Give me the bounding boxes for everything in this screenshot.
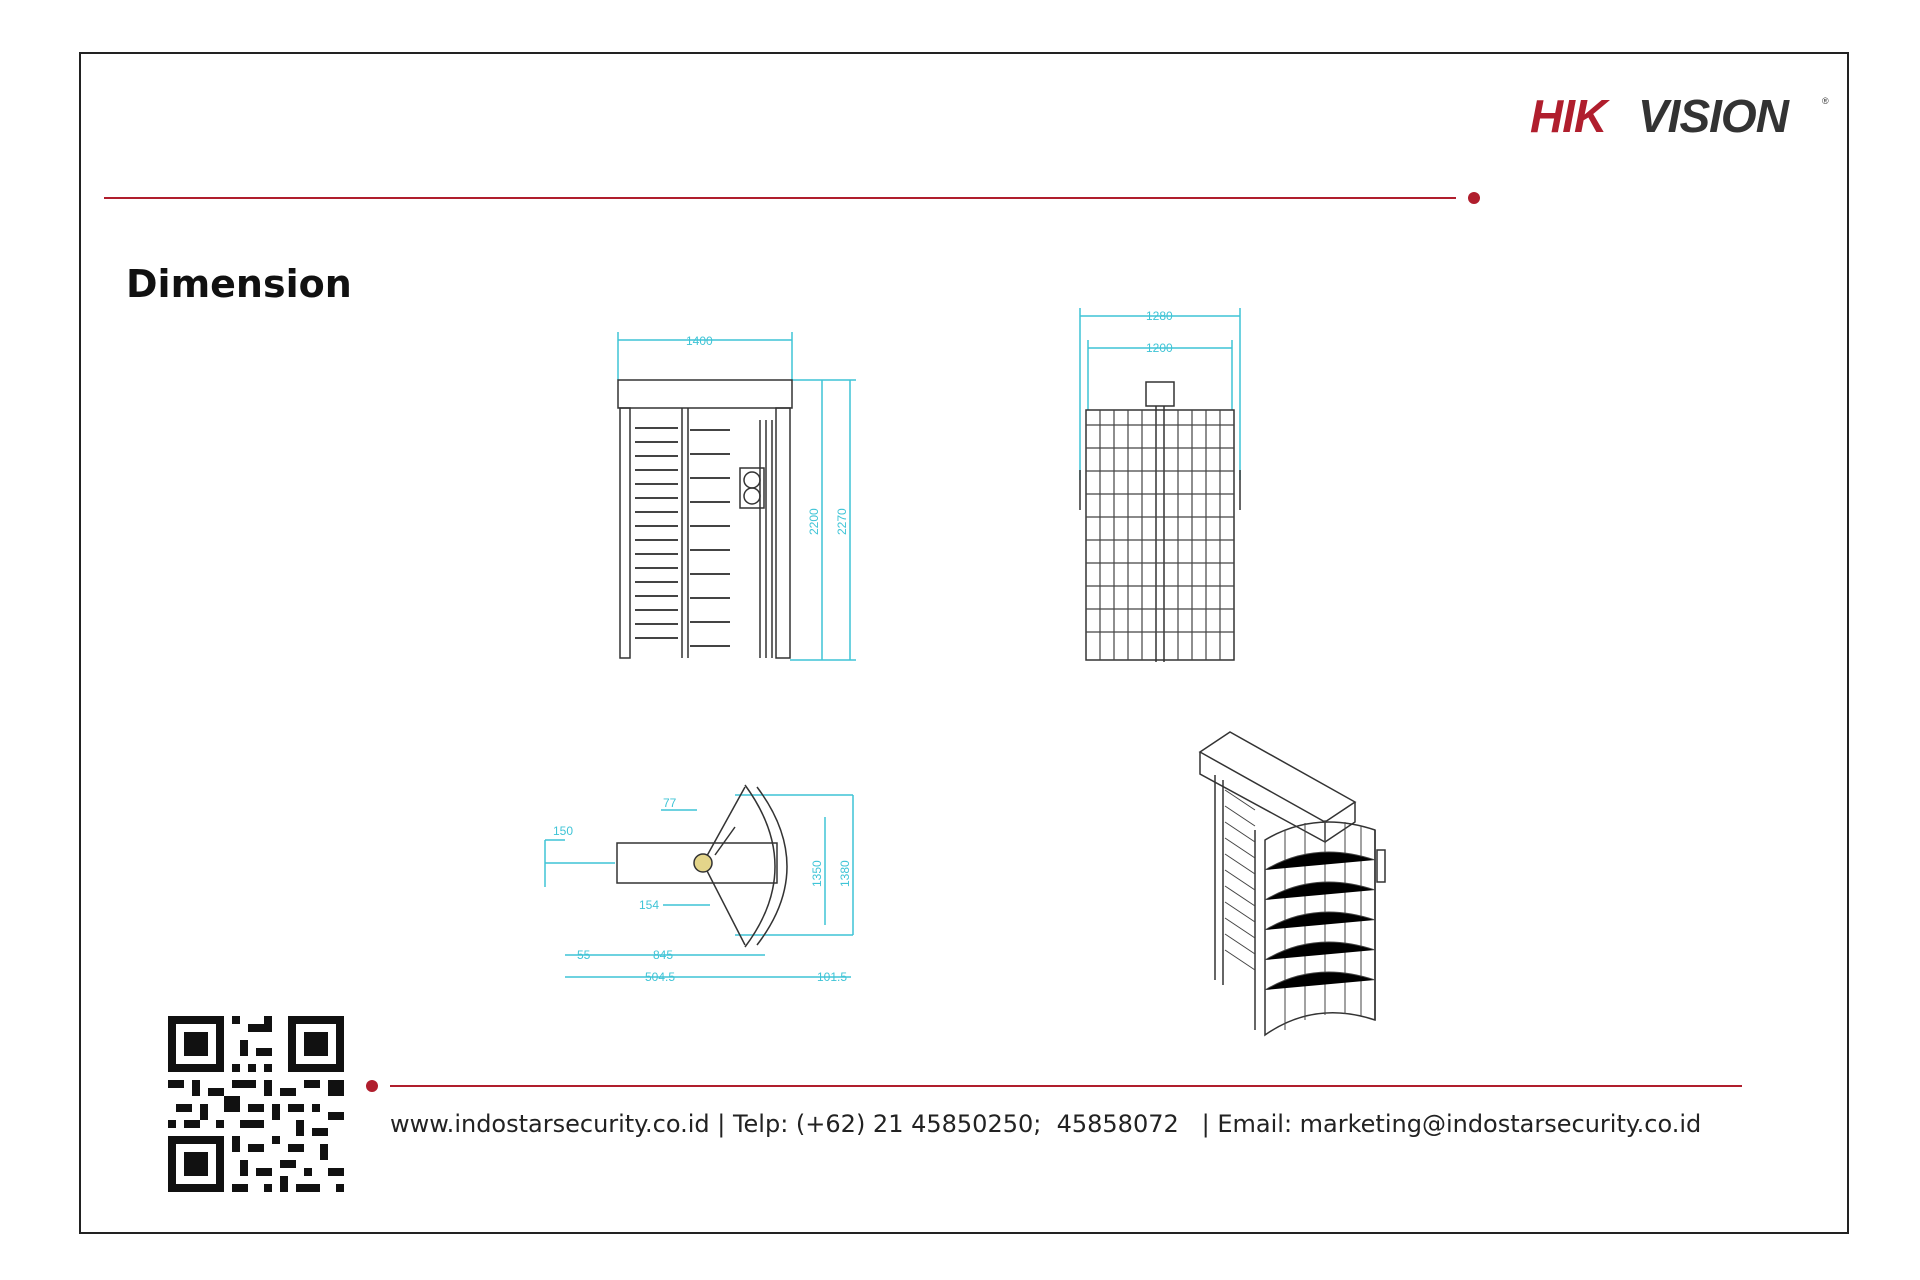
footer-divider xyxy=(390,1085,1742,1087)
footer-contact: www.indostarsecurity.co.id | Telp: (+62) 21 45850250; 45858072 | Email: marketing@indostarsecurity.co.id xyxy=(390,1110,1702,1138)
header-divider xyxy=(104,197,1456,199)
side-view-drawing xyxy=(1070,300,1250,670)
page-title: Dimension xyxy=(126,262,352,306)
top-label-150: 150 xyxy=(553,824,574,838)
svg-text:®: ® xyxy=(1822,96,1829,106)
footer-divider-dot xyxy=(366,1080,378,1092)
top-label-504-5: 504.5 xyxy=(645,970,676,984)
svg-text:HIK: HIK xyxy=(1530,90,1607,142)
top-label-1380: 1380 xyxy=(838,860,852,887)
top-label-154: 154 xyxy=(639,898,660,912)
qr-code xyxy=(168,1016,344,1192)
side-inner-width-label: 1200 xyxy=(1146,341,1173,355)
top-label-77: 77 xyxy=(663,796,677,810)
top-label-101-5: 101.5 xyxy=(817,970,848,984)
top-label-55: 55 xyxy=(577,948,591,962)
isometric-view-drawing xyxy=(1195,730,1395,1060)
hikvision-logo xyxy=(1530,84,1830,144)
top-view-drawing xyxy=(535,775,865,985)
front-view-drawing xyxy=(600,330,870,670)
top-label-1350: 1350 xyxy=(810,860,824,887)
front-inner-height-label: 2200 xyxy=(807,508,821,535)
front-outer-height-label: 2270 xyxy=(835,508,849,535)
side-outer-width-label: 1280 xyxy=(1146,309,1173,323)
top-label-845: 845 xyxy=(653,948,674,962)
page-frame xyxy=(79,52,1849,1234)
header-divider-dot xyxy=(1468,192,1480,204)
front-width-label: 1400 xyxy=(686,334,713,348)
svg-text:VISION: VISION xyxy=(1638,90,1788,142)
